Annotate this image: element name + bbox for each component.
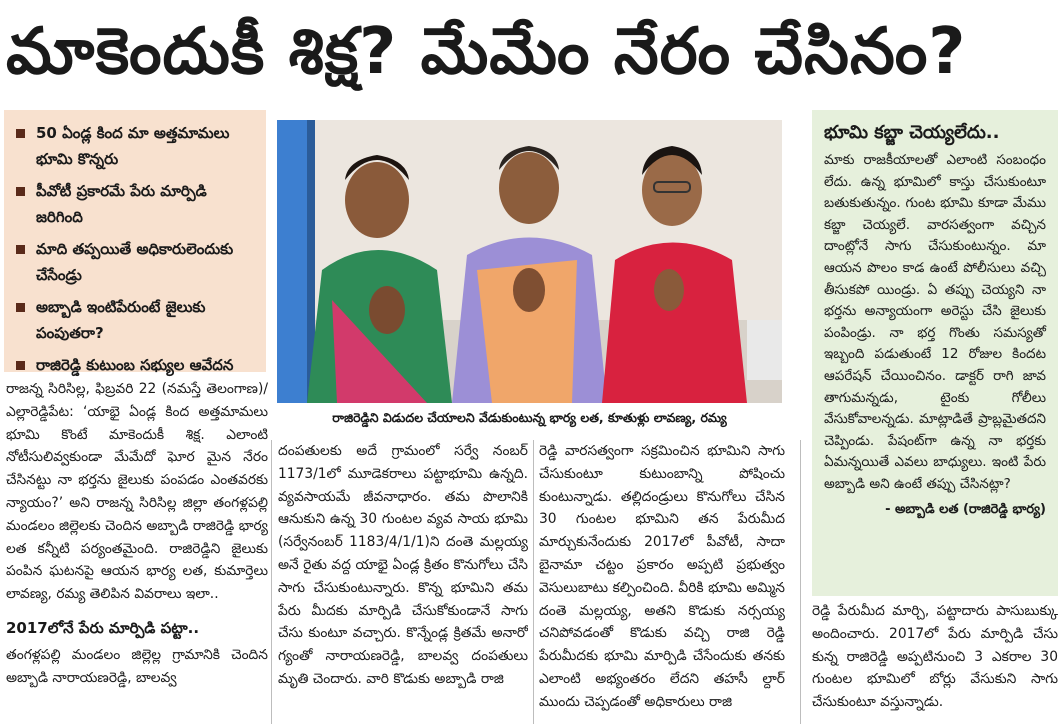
square-bullet-icon <box>16 245 25 254</box>
highlight-text: మాది తప్పయితే అధికారులెందుకు చేసేండ్రు <box>36 240 234 284</box>
article-paragraph: రెడ్డి పేరుమీద మార్చి, పట్టాదారు పాసుబుక్కు అందించారు. 2017లో పేరు మార్పిడి చేసు కున్న రాజిరెడ్డి అప్పటినుంచి 3 ఎకరాల 30 గుంటల భూమిలో బోర్లు వేసుకుని సాగు చేసుకుంటూ వస్తున్నాడు. <box>812 603 1058 711</box>
highlight-item <box>14 120 258 172</box>
photo-caption: రాజిరెడ్డిని విడుదల చేయాలని వేడుకుంటున్న భార్య లత, కూతుళ్లు లావణ్య, రమ్య <box>332 410 727 425</box>
highlight-item <box>14 236 258 288</box>
highlight-item <box>14 178 258 230</box>
sidebar-signature: - అబ్బాడి లత (రాజిరెడ్డి భార్య) <box>885 501 1046 517</box>
family-photo-illustration <box>277 120 782 403</box>
highlight-item <box>14 294 258 346</box>
article-column-1 <box>6 378 268 724</box>
article-paragraph: రెడ్డి వారసత్వంగా సక్రమించిన భూమిని సాగు చేసుకుంటూ కుటుంబాన్ని పోషించు కుంటున్నాడు. తల్లిదండ్రులు కొనుగోలు చేసిన 30 గుంటల భూమిని తన పేరుమీద మార్చుకునేందుకు 2017లో పీవోటీ, సాదా బైనామా చట్టం ప్రకారం అప్పటి ప్రభుత్వం వెసులుబాటు కల్పించింది. వీరికి భూమి అమ్మిన దంతె మల్లయ్య, అతని కొడుకు నర్సయ్య చనిపోవడంతో కొడుకు వచ్చి రాజి రెడ్డి పేరుమీదకు భూమి మార్పిడి చేసేందుకు తనకు ఎలాంటి అభ్యంతరం లేదని తహసీ ల్దార్ ముందు చెప్పడంతో అధికారులు రాజి <box>539 443 785 710</box>
square-bullet-icon <box>16 361 25 370</box>
highlight-item <box>14 352 258 378</box>
square-bullet-icon <box>16 129 25 138</box>
sidebar-title: భూమి కబ్జా చెయ్యలేదు.. <box>824 122 1000 143</box>
column-divider <box>271 440 272 724</box>
highlights-list <box>14 120 258 378</box>
highlights-box <box>4 110 266 372</box>
headline: మాకెందుకీ శిక్ష? మేమేం నేరం చేసినం? <box>6 15 967 89</box>
article-column-3 <box>539 440 785 724</box>
column-divider <box>800 440 801 724</box>
article-column-4 <box>812 600 1058 724</box>
highlight-text: పీవోటీ ప్రకారమే పేరు మార్పిడి జరిగింది <box>36 182 207 226</box>
column-divider <box>533 440 534 724</box>
article-paragraph: దంపతులకు అదే గ్రామంలో సర్వే నంబర్ 1173/1లో మూడెకరాలు పట్టాభూమి ఉన్నది. వ్యవసాయమే జీవనాధారం. తమ పొలానికి ఆనుకుని ఉన్న 30 గుంటల వ్యవ సాయ భూమి (సర్వేనంబర్ 1183/4/1/1)ని దంతె మల్లయ్య అనే రైతు వద్ద యాభై ఏండ్ల క్రితం కొనుగోలు చేసి సాగు చేసుకుంటున్నారు. కొన్న భూమిని తమ పేరు మీదకు మార్పిడి చేసుకోకుండానే సాగు చేసు కుంటూ వచ్చారు. కొన్నేండ్ల క్రితమే అనారో గ్యంతో నారాయణరెడ్డి, బాలవ్వ దంపతులు మృతి చెందారు. వారి కొడుకు అబ్బాడి రాజి <box>278 443 528 687</box>
highlight-text: 50 ఏండ్ల కింద మా అత్తమామలు భూమి కొన్నరు <box>36 124 230 168</box>
family-photo <box>277 120 782 403</box>
highlight-text: రాజిరెడ్డి కుటుంబ సభ్యుల ఆవేదన <box>36 356 234 374</box>
quote-sidebar <box>812 110 1058 596</box>
square-bullet-icon <box>16 303 25 312</box>
article-column-2 <box>278 440 528 724</box>
sidebar-body: మాకు రాజకీయాలతో ఎలాంటి సంబంధం లేదు. ఉన్న భూమిలో కాస్తు చేసుకుంటూ బతుకుతున్నం. గుంట భూమి కూడా మేము కబ్జా చెయ్యలే. వారసత్వంగా వచ్చిన దాంట్లోనే సాగు చేసుకుంటున్నం. మా ఆయన పొలం కాడ ఉంటే పోలీసులు వచ్చి తీసుకపో యిండ్రు. ఏ తప్పు చెయ్యని నా భర్తను అన్యాయంగా అరెస్టు చేసి జైలుకు పంపిండ్రు. నా భర్త గొంతు సమస్యతో ఇబ్బంది పడుతుంటే 12 రోజుల కిందట ఆపరేషన్ చేయించినం. డాక్టర్ రాగి జావ తాగుమన్నడు, టైంకు గోలీలు వేసుకోవాలన్నడు. మాట్లాడితే ప్రాబ్లమైతదని చెప్పిండు. పేషంట్‌గా ఉన్న నా భర్తకు ఏమన్నయితే ఎవలు బాధ్యులు. ఇంటి పేరు అబ్బాడి అని ఉంటే తప్పు చేసినట్లా? <box>824 152 1046 492</box>
square-bullet-icon <box>16 187 25 196</box>
highlight-text: అబ్బాడి ఇంటిపేరుంటే జైలుకు పంపుతరా? <box>36 298 206 342</box>
article-subhead: 2017లోనే పేరు మార్పిడి పట్టా.. <box>6 618 200 637</box>
article-paragraph: తంగళ్లపల్లి మండలం జిల్లెల్ల గ్రామానికి చెందిన అబ్బాడి నారాయణరెడ్డి, బాలవ్వ <box>6 646 268 686</box>
article-lead: రాజన్న సిరిసిల్ల, ఫిబ్రవరి 22 (నమస్తే తెలంగాణ)/ఎల్లారెడ్డిపేట: ‘యాభై ఏండ్ల కింద అత్తమామలు భూమి కొంటే మాకెందుకీ శిక్ష. ఎలాంటి నోటీసులివ్వకుండా మేమేదో ఘోర మైన నేరం చేసినట్టు నా భర్తను జైలుకు పంపడం ఎంతవరకు న్యాయం?’ అని రాజన్న సిరిసిల్ల జిల్లా తంగళ్లపల్లి మండలం జిల్లెలకు చెందిన అబ్బాడి రాజిరెడ్డి భార్య లత కన్నీటి పర్యంతమైంది. రాజిరెడ్డిని జైలుకు పంపిన ఘటనపై ఆయన భార్య లత, కుమార్తెలు లావణ్య, రమ్య తెలిపిన వివరాలు ఇలా.. <box>6 381 268 603</box>
